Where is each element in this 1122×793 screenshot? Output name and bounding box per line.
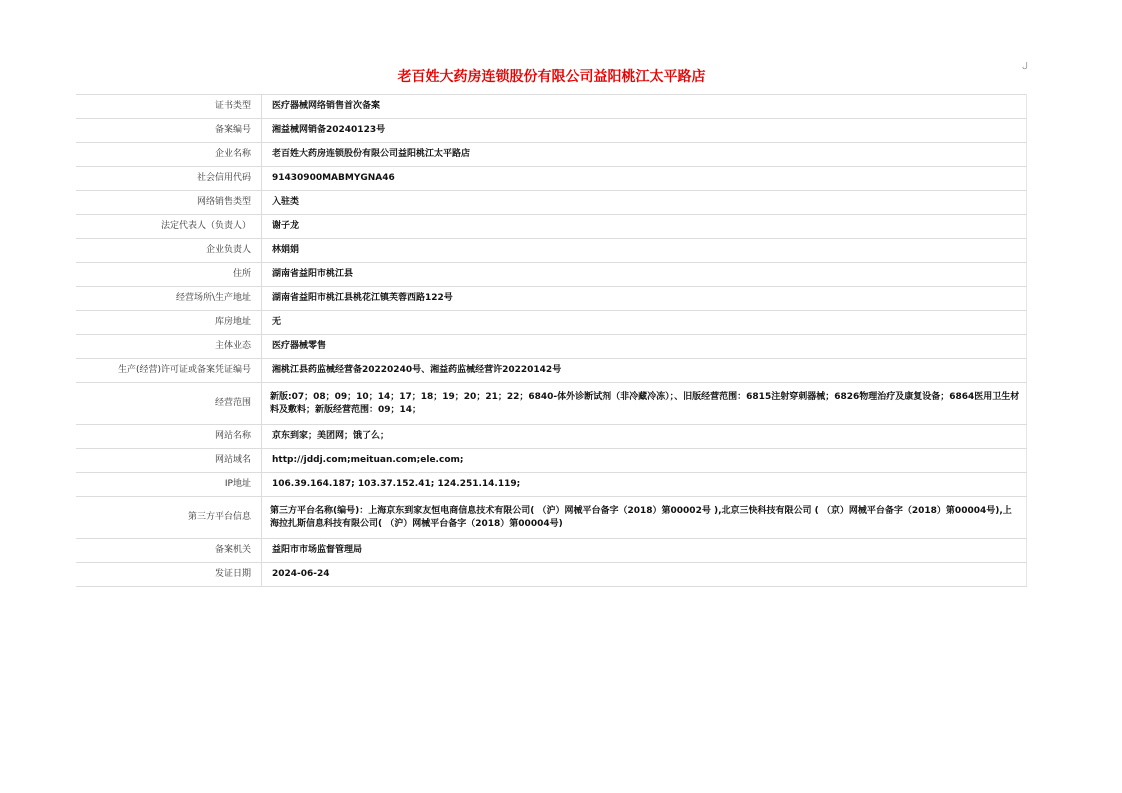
table-row xyxy=(76,167,1027,191)
table-row xyxy=(76,383,1027,425)
row-value-website-name: 京东到家；美团网；饿了么； xyxy=(262,425,1027,449)
row-value-sales-type: 入驻类 xyxy=(262,191,1027,215)
row-value-license-number: 湘桃江县药监械经营备20220240号、湘益药监械经营许20220142号 xyxy=(262,359,1027,383)
table-row xyxy=(76,449,1027,473)
row-value-business-format: 医疗器械零售 xyxy=(262,335,1027,359)
row-value-company-name: 老百姓大药房连锁股份有限公司益阳桃江太平路店 xyxy=(262,143,1027,167)
table-row xyxy=(76,119,1027,143)
row-label-sales-type: 网络销售类型 xyxy=(76,191,262,215)
row-value-residence: 湖南省益阳市桃江县 xyxy=(262,263,1027,287)
table-row xyxy=(76,425,1027,449)
row-value-third-party-platform: 第三方平台名称(编号)：上海京东到家友恒电商信息技术有限公司( （沪）网械平台备字（2018）第00002号 ),北京三快科技有限公司 ( （京）网械平台备字（2018）第00004号),上海拉扎斯信息科技有限公司( （沪）网械平台备字（2018）第00004号) xyxy=(262,497,1027,539)
row-value-filing-authority: 益阳市市场监督管理局 xyxy=(262,539,1027,563)
table-row xyxy=(76,539,1027,563)
table-row xyxy=(76,215,1027,239)
row-label-website-name: 网站名称 xyxy=(76,425,262,449)
row-value-website-domain: http://jddj.com;meituan.com;ele.com; xyxy=(262,449,1027,473)
row-label-person-in-charge: 企业负责人 xyxy=(76,239,262,263)
table-row xyxy=(76,359,1027,383)
table-row xyxy=(76,263,1027,287)
row-label-warehouse-address: 库房地址 xyxy=(76,311,262,335)
document-title: 老百姓大药房连锁股份有限公司益阳桃江太平路店 xyxy=(397,69,706,85)
table-row xyxy=(76,497,1027,539)
row-label-ip-address: IP地址 xyxy=(76,473,262,497)
table-row xyxy=(76,311,1027,335)
row-label-business-address: 经营场所\生产地址 xyxy=(76,287,262,311)
row-label-credit-code: 社会信用代码 xyxy=(76,167,262,191)
table-row xyxy=(76,95,1027,119)
row-value-warehouse-address: 无 xyxy=(262,311,1027,335)
certificate-info-table xyxy=(76,94,1027,587)
row-label-certificate-type: 证书类型 xyxy=(76,95,262,119)
table-row xyxy=(76,239,1027,263)
row-label-website-domain: 网站域名 xyxy=(76,449,262,473)
row-value-business-scope: 新版:07；08；09；10；14；17；18；19；20；21；22；6840-体外诊断试剂（非冷藏冷冻）；、旧版经营范围：6815注射穿刺器械；6826物理治疗及康复设备；6864医用卫生材料及敷料；新版经营范围：09；14； xyxy=(262,383,1027,425)
row-label-license-number: 生产(经营)许可证或备案凭证编号 xyxy=(76,359,262,383)
row-label-legal-representative: 法定代表人（负责人） xyxy=(76,215,262,239)
row-value-credit-code: 91430900MABMYGNA46 xyxy=(262,167,1027,191)
row-label-business-format: 主体业态 xyxy=(76,335,262,359)
row-value-ip-address: 106.39.164.187; 103.37.152.41; 124.251.14.119; xyxy=(262,473,1027,497)
row-label-residence: 住所 xyxy=(76,263,262,287)
table-row xyxy=(76,563,1027,587)
row-label-record-number: 备案编号 xyxy=(76,119,262,143)
row-label-business-scope: 经营范围 xyxy=(76,383,262,425)
table-row xyxy=(76,335,1027,359)
row-value-record-number: 湘益械网销备20240123号 xyxy=(262,119,1027,143)
table-row xyxy=(76,473,1027,497)
row-label-company-name: 企业名称 xyxy=(76,143,262,167)
table-row xyxy=(76,143,1027,167)
table-row xyxy=(76,191,1027,215)
row-value-certificate-type: 医疗器械网络销售首次备案 xyxy=(262,95,1027,119)
row-value-legal-representative: 谢子龙 xyxy=(262,215,1027,239)
table-row xyxy=(76,287,1027,311)
corner-mark: ل xyxy=(1022,61,1028,70)
row-value-business-address: 湖南省益阳市桃江县桃花江镇芙蓉西路122号 xyxy=(262,287,1027,311)
row-value-person-in-charge: 林娟娟 xyxy=(262,239,1027,263)
row-label-third-party-platform: 第三方平台信息 xyxy=(76,497,262,539)
row-label-filing-authority: 备案机关 xyxy=(76,539,262,563)
row-label-issue-date: 发证日期 xyxy=(76,563,262,587)
row-value-issue-date: 2024-06-24 xyxy=(262,563,1027,587)
